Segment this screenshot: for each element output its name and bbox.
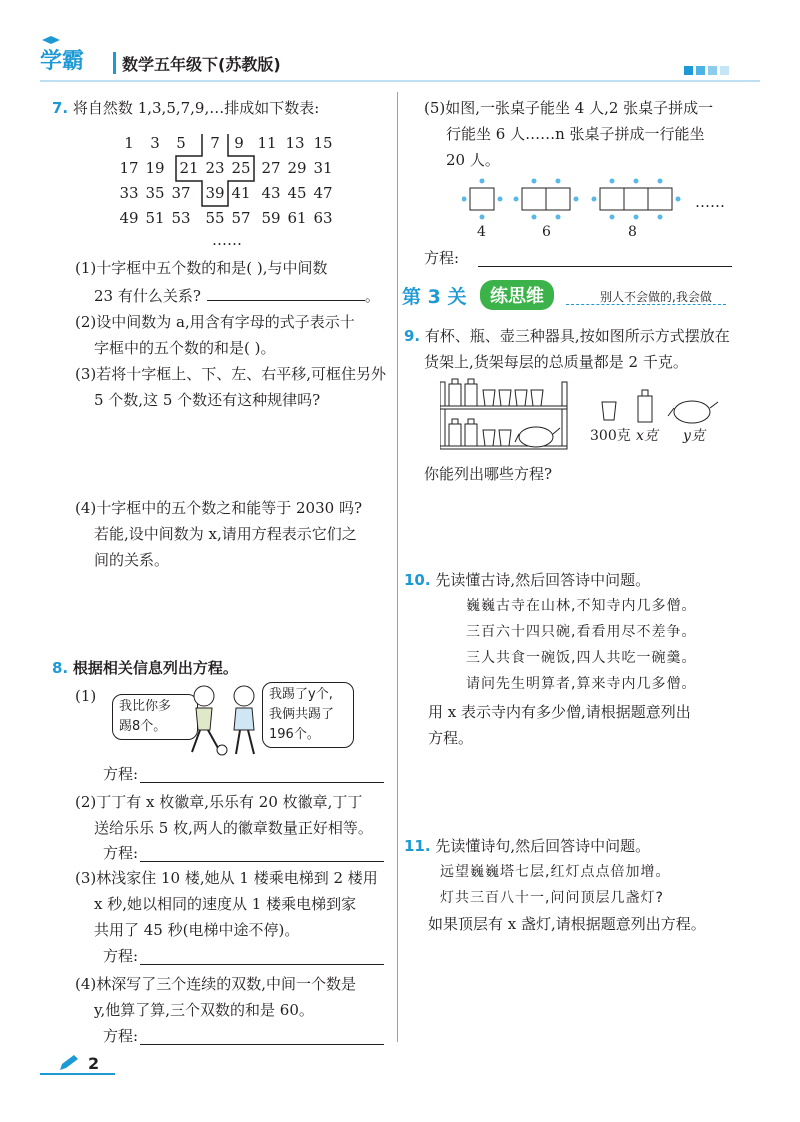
column-divider xyxy=(397,92,398,1042)
question-number: 8. xyxy=(52,659,69,677)
poem-line: 三人共食一碗饭,四人共吃一碗羹。 xyxy=(466,650,697,666)
q7-part1-line2: 23 有什么关系? 。 xyxy=(94,287,380,305)
poem-line: 请问先生明算者,算来寺内几多僧。 xyxy=(466,676,697,692)
table-cell: 51 xyxy=(145,209,165,227)
footer-line xyxy=(40,1073,115,1075)
page-number: 2 xyxy=(88,1054,100,1073)
q8-part3-line2: x 秒,她以相同的速度从 1 楼乘电梯到家 xyxy=(94,895,357,913)
table-cell: 35 xyxy=(145,184,165,202)
table-cell: 49 xyxy=(119,209,139,227)
figure-ellipsis: …… xyxy=(695,193,725,211)
question-9-line1 xyxy=(404,326,730,346)
question-number: 11. xyxy=(404,837,431,855)
answer-label: 方程: xyxy=(103,844,139,862)
table-arrangement-figure xyxy=(462,176,692,222)
question-number: 10. xyxy=(404,571,431,589)
answer-line[interactable] xyxy=(140,861,384,862)
question-8-stem xyxy=(52,658,238,678)
number-table xyxy=(120,134,360,244)
q7-part5-line1: (5)如图,一张桌子能坐 4 人,2 张桌子拼成一 xyxy=(424,99,714,117)
q8-part4-line1: (4)林深写了三个连续的双数,中间一个数是 xyxy=(75,975,357,993)
table-cell: 57 xyxy=(231,209,251,227)
item-label: x克 xyxy=(636,428,658,444)
table-cell: 41 xyxy=(231,184,251,202)
stage-badge: 练思维 xyxy=(480,280,554,310)
table-cell: 27 xyxy=(261,159,281,177)
question-7-stem xyxy=(52,98,319,118)
table-cell: 15 xyxy=(313,134,333,152)
table-cell: 17 xyxy=(119,159,139,177)
q7-part4-line1: (4)十字框中的五个数之和能等于 2030 吗? xyxy=(75,499,363,517)
question-10-line1: 用 x 表示寺内有多少僧,请根据题意列出 xyxy=(428,703,691,721)
table-cell: 53 xyxy=(171,209,191,227)
question-9-line3: 你能列出哪些方程? xyxy=(424,465,553,483)
answer-line[interactable] xyxy=(140,782,384,783)
table-cell: 21 xyxy=(179,159,199,177)
q8-part2-line1: (2)丁丁有 x 枚徽章,乐乐有 20 枚徽章,丁丁 xyxy=(75,793,363,811)
table-cell: 11 xyxy=(257,134,277,152)
figure-label: 4 xyxy=(477,224,486,240)
brand-logo-text: 学霸 xyxy=(40,49,85,74)
question-text: 先读懂古诗,然后回答诗中问题。 xyxy=(435,571,651,589)
table-cell: 31 xyxy=(313,159,333,177)
question-text: 将自然数 1,3,5,7,9,…排成如下数表: xyxy=(72,99,320,117)
q7-part4-line2: 若能,设中间数为 x,请用方程表示它们之 xyxy=(94,525,357,543)
q7-part5-line2: 行能坐 6 人……n 张桌子拼成一行能坐 xyxy=(446,125,705,143)
item-label: y克 xyxy=(683,428,705,444)
q8-part3-line3: 共用了 45 秒(电梯中途不停)。 xyxy=(94,921,300,939)
answer-label: 方程: xyxy=(103,1027,139,1045)
answer-line[interactable] xyxy=(140,964,384,965)
stage-label: 第 3 关 xyxy=(402,286,467,308)
speech-bubble-right: 我踢了y个, 我俩共踢了 196个。 xyxy=(262,682,354,748)
question-9-line2: 货架上,货架每层的总质量都是 2 千克。 xyxy=(424,353,688,371)
table-cell: 45 xyxy=(287,184,307,202)
q8-part1-label: (1) xyxy=(75,687,97,705)
table-cell: 63 xyxy=(313,209,333,227)
table-cell: 61 xyxy=(287,209,307,227)
q8-part2-line2: 送给乐乐 5 枚,两人的徽章数量正好相等。 xyxy=(94,819,373,837)
book-title: 数学五年级下(苏教版) xyxy=(122,55,281,74)
table-cell: 29 xyxy=(287,159,307,177)
table-cell: 47 xyxy=(313,184,333,202)
answer-blank[interactable] xyxy=(207,300,365,301)
q8-part4-line2: y,他算了算,三个双数的和是 60。 xyxy=(94,1001,314,1019)
speech-bubble-left: 我比你多 踢8个。 xyxy=(112,694,198,740)
brand-logo xyxy=(40,44,84,75)
q7-part4-line3: 间的关系。 xyxy=(94,551,170,569)
question-text: 有杯、瓶、壶三种器具,按如图所示方式摆放在 xyxy=(424,327,730,345)
question-11-stem xyxy=(404,836,650,856)
answer-line[interactable] xyxy=(140,1044,384,1045)
stage-slogan: 别人不会做的,我会做 xyxy=(600,290,712,304)
stage-banner xyxy=(400,280,740,310)
poem-line: 巍巍古寺在山林,不知寺内几多僧。 xyxy=(466,598,697,614)
q7-part3-line2: 5 个数,这 5 个数还有这种规律吗? xyxy=(94,391,321,409)
table-cell: 37 xyxy=(171,184,191,202)
question-10-line2: 方程。 xyxy=(428,729,474,747)
table-cell: 39 xyxy=(205,184,225,202)
q7-part2-line2: 字框中的五个数的和是( )。 xyxy=(94,339,276,357)
header-square xyxy=(708,66,717,75)
poem-line: 三百六十四只碗,看看用尽不差争。 xyxy=(466,624,697,640)
q7-part1-line1: (1)十字框中五个数的和是( ),与中间数 xyxy=(75,259,328,277)
q8-part3-line1: (3)林浅家住 10 楼,她从 1 楼乘电梯到 2 楼用 xyxy=(75,869,378,887)
table-cell: 19 xyxy=(145,159,165,177)
header-divider xyxy=(113,52,116,74)
answer-line[interactable] xyxy=(478,266,732,267)
answer-label: 方程: xyxy=(424,249,460,267)
question-text: 先读懂诗句,然后回答诗中问题。 xyxy=(435,837,651,855)
poem-line: 灯共三百八十一,问问顶层几盏灯? xyxy=(440,890,664,906)
table-cell: 9 xyxy=(234,134,244,152)
table-cell: 3 xyxy=(150,134,160,152)
stage-underline xyxy=(566,304,726,305)
table-cell: 55 xyxy=(205,209,225,227)
table-cell: 43 xyxy=(261,184,281,202)
header-line xyxy=(40,80,760,82)
question-text: 根据相关信息列出方程。 xyxy=(72,659,238,677)
table-cell: 13 xyxy=(285,134,305,152)
table-cell: 25 xyxy=(231,159,251,177)
answer-label: 方程: xyxy=(103,765,139,783)
item-label: 300克 xyxy=(590,428,631,444)
header-square xyxy=(684,66,693,75)
header-square xyxy=(720,66,729,75)
table-cell: 59 xyxy=(261,209,281,227)
pencil-icon xyxy=(58,1054,80,1072)
table-cell: 1 xyxy=(124,134,134,152)
table-cell: 7 xyxy=(210,134,220,152)
table-cell: 23 xyxy=(205,159,225,177)
graduation-cap-icon xyxy=(42,36,60,44)
answer-label: 方程: xyxy=(103,947,139,965)
header-square xyxy=(696,66,705,75)
question-11-line1: 如果顶层有 x 盏灯,请根据题意列出方程。 xyxy=(428,915,706,933)
table-ellipsis: …… xyxy=(212,231,242,249)
poem-line: 远望巍巍塔七层,红灯点点倍加增。 xyxy=(440,864,671,880)
table-cell: 33 xyxy=(119,184,139,202)
figure-label: 6 xyxy=(542,224,551,240)
kids-illustration xyxy=(180,680,268,762)
question-number: 9. xyxy=(404,327,421,345)
q7-part2-line1: (2)设中间数为 a,用含有字母的式子表示十 xyxy=(75,313,355,331)
question-10-stem xyxy=(404,570,650,590)
q7-part3-line1: (3)若将十字框上、下、左、右平移,可框住另外 xyxy=(75,365,387,383)
question-number: 7. xyxy=(52,99,69,117)
figure-label: 8 xyxy=(628,224,637,240)
q7-part5-line3: 20 人。 xyxy=(446,151,500,169)
table-cell: 5 xyxy=(176,134,186,152)
